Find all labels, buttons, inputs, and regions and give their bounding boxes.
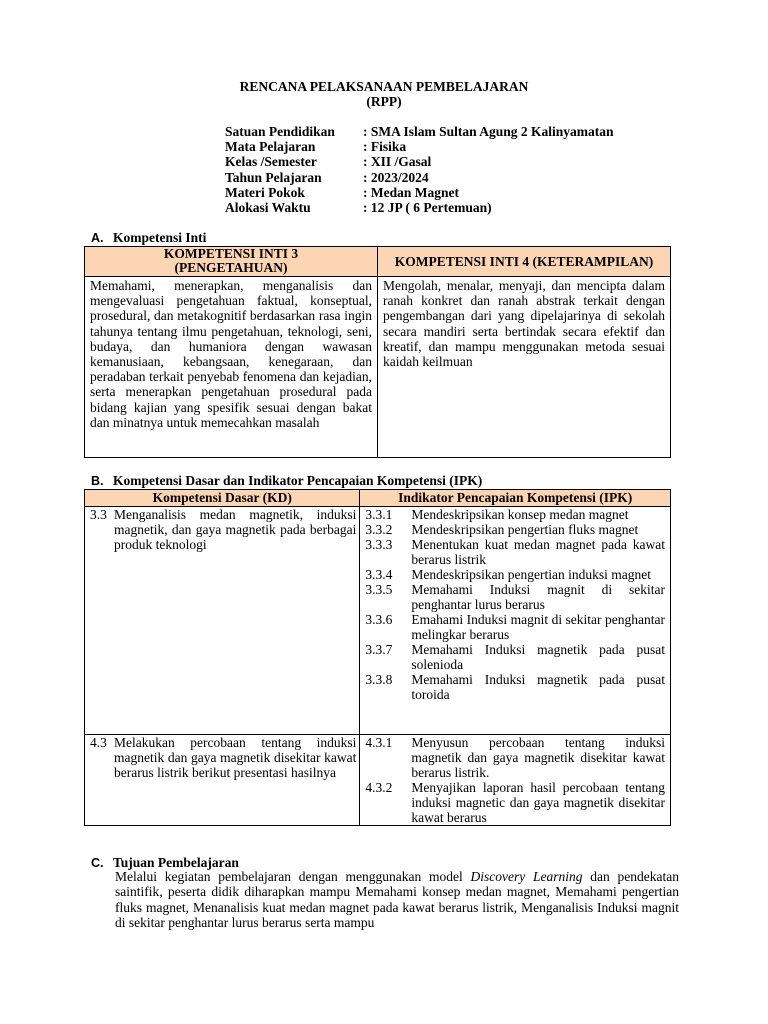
- document-title: RENCANA PELAKSANAAN PEMBELAJARAN: [239, 79, 529, 94]
- ipk-item: 3.3.4 Mendeskripsikan pengertian induksi magnet: [365, 567, 651, 582]
- identity-block: [225, 124, 614, 215]
- tujuan-paragraph: Melalui kegiatan pembelajaran dengan menggunakan model Discovery Learning dan pendekatan saintifik, peserta didik diharapkan mampu Memahami konsep medan magnet, Memahami pengertian fluks magnet, Menanalisis kuat medan magnet pada kawat berarus listrik, Menganalisis Induksi magnit di sekitar penghantar lurus berarus serta mampu: [115, 869, 680, 930]
- ipk-item: 3.3.5 Memahami Induksi magnit di sekitar penghantar lurus berarus: [365, 582, 665, 612]
- identity-row: Kelas /Semester : XII /Gasal: [225, 154, 432, 170]
- ipk-cell: [360, 735, 671, 826]
- section-c-heading: C. Tujuan Pembelajaran: [91, 855, 239, 870]
- kd-cell: [85, 507, 360, 735]
- ipk-item: 3.3.7 Memahami Induksi magnetik pada pusat solenioda: [365, 642, 665, 672]
- section-a-heading: A. Kompetensi Inti: [91, 230, 207, 245]
- ki3-cell: Memahami, menerapkan, menganalisis dan mengevaluasi pengetahuan faktual, konseptual, prosedural, dan metakognitif berdasarkan rasa ingin tahunya tentang ilmu pengetahuan, teknologi, seni, budaya, dan humaniora dengan wawasan kemanusiaan, kebangsaan, kenegaraan, dan peradaban terkait penyebab fenomena dan kejadian, serta menerapkan pengetahuan prosedural pada bidang kajian yang spesifik sesuai dengan bakat dan minatnya untuk memecahkan masalah: [85, 277, 378, 458]
- kompetensi-inti-table: [84, 246, 671, 458]
- ipk-item: 4.3.2 Menyajikan laporan hasil percobaan tentang induksi magnetic dan gaya magnetik disekitar kawat berarus: [365, 780, 665, 825]
- ipk-item: 4.3.1 Menyusun percobaan tentang induksi magnetik dan gaya magnetik disekitar kawat berarus listrik.: [365, 735, 665, 780]
- ipk-item: 3.3.3 Menentukan kuat medan magnet pada kawat berarus listrik: [365, 537, 665, 567]
- kd-header: Kompetensi Dasar (KD): [85, 490, 360, 507]
- section-b-heading: B. Kompetensi Dasar dan Indikator Pencapaian Kompetensi (IPK): [91, 473, 483, 488]
- ki3-header: KOMPETENSI INTI 3 (PENGETAHUAN): [85, 247, 378, 277]
- kd-cell: [85, 735, 360, 826]
- ipk-header: Indikator Pencapaian Kompetensi (IPK): [360, 490, 671, 507]
- kd-ipk-table: [84, 489, 671, 826]
- ipk-item: 3.3.1 Mendeskripsikan konsep medan magnet: [365, 507, 629, 522]
- ipk-item: 3.3.6 Emahami Induksi magnit di sekitar penghantar melingkar berarus: [365, 612, 665, 642]
- kd-item: 4.3 Melakukan percobaan tentang induksi magnetik dan gaya magnetik disekitar kawat berarus listrik berikut presentasi hasilnya: [90, 735, 357, 780]
- document-subtitle: (RPP): [366, 94, 402, 109]
- identity-row: Alokasi Waktu : 12 JP ( 6 Pertemuan): [225, 199, 492, 215]
- kd-item: 3.3 Menganalisis medan magnetik, induksi magnetik, dan gaya magnetik pada berbagai produk teknologi: [90, 507, 357, 552]
- identity-row: Tahun Pelajaran : 2023/2024: [225, 169, 429, 185]
- identity-row: Satuan Pendidikan : SMA Islam Sultan Agung 2 Kalinyamatan: [225, 124, 614, 139]
- ki4-header: KOMPETENSI INTI 4 (KETERAMPILAN): [378, 247, 671, 277]
- ipk-item: 3.3.2 Mendeskripsikan pengertian fluks magnet: [365, 522, 639, 537]
- ipk-item: 3.3.8 Memahami Induksi magnetik pada pusat toroida: [365, 672, 665, 702]
- identity-row: Mata Pelajaran : Fisika: [225, 139, 407, 155]
- identity-row: Materi Pokok : Medan Magnet: [225, 184, 459, 200]
- ipk-cell: [360, 507, 671, 735]
- ki4-cell: Mengolah, menalar, menyaji, dan mencipta dalam ranah konkret dan ranah abstrak terkait dengan pengembangan dari yang dipelajarinya di sekolah secara mandiri serta bertindak secara efektif dan kreatif, dan mampu menggunakan metoda sesuai kaidah keilmuan: [378, 277, 671, 458]
